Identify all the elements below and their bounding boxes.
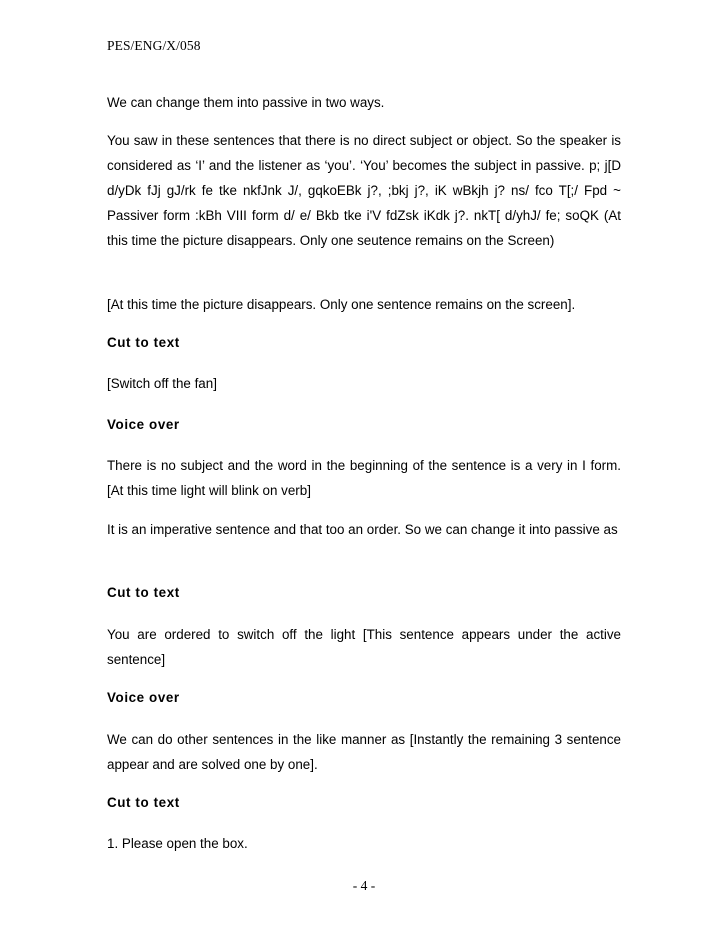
document-code-header: PES/ENG/X/058 xyxy=(107,38,201,53)
heading-voice-over-1: Voice over xyxy=(107,417,180,432)
heading-voice-over-2: Voice over xyxy=(107,690,180,705)
paragraph-other-sentences: We can do other sentences in the like manner as [Instantly the remaining 3 sentence appear and are solved one by one]. xyxy=(107,732,621,772)
paragraph-ordered: You are ordered to switch off the light [This sentence appears under the active sentence] xyxy=(107,627,621,667)
paragraph-picture-disappears: [At this time the picture disappears. Only one sentence remains on the screen]. xyxy=(107,297,576,312)
heading-cut-to-text-3: Cut to text xyxy=(107,795,180,810)
heading-cut-to-text-2: Cut to text xyxy=(107,585,180,600)
paragraph-no-subject: There is no subject and the word in the beginning of the sentence is a very in I form. [At this time light will blink on verb] xyxy=(107,458,621,498)
list-item-open-box: 1. Please open the box. xyxy=(107,836,248,851)
page-number: - 4 - xyxy=(352,878,376,893)
paragraph-switch-off-fan: [Switch off the fan] xyxy=(107,376,217,391)
paragraph-intro: We can change them into passive in two ways. xyxy=(107,95,385,110)
heading-cut-to-text-1: Cut to text xyxy=(107,335,180,350)
paragraph-imperative: It is an imperative sentence and that too an order. So we can change it into passive as xyxy=(107,522,618,537)
paragraph-explanation: You saw in these sentences that there is no direct subject or object. So the speaker is considered as ‘I’ and the listener as ‘you’. ‘You’ becomes the subject in passive. p; j[D d/yDk fJj gJ/rk fe tke nkfJnk J/, gqkoEBk j?, ;bkj j?, iK wBkjh j? ns/ fco T[;/ Fpd ~ Passiver form :kBh VIII form d/ e/ Bkb tke i'V fdZsk iKdk j?. nkT[ d/yhJ/ fe; soQK (At this time the picture disappears. Only one seutence remains on the Screen) xyxy=(107,133,621,248)
